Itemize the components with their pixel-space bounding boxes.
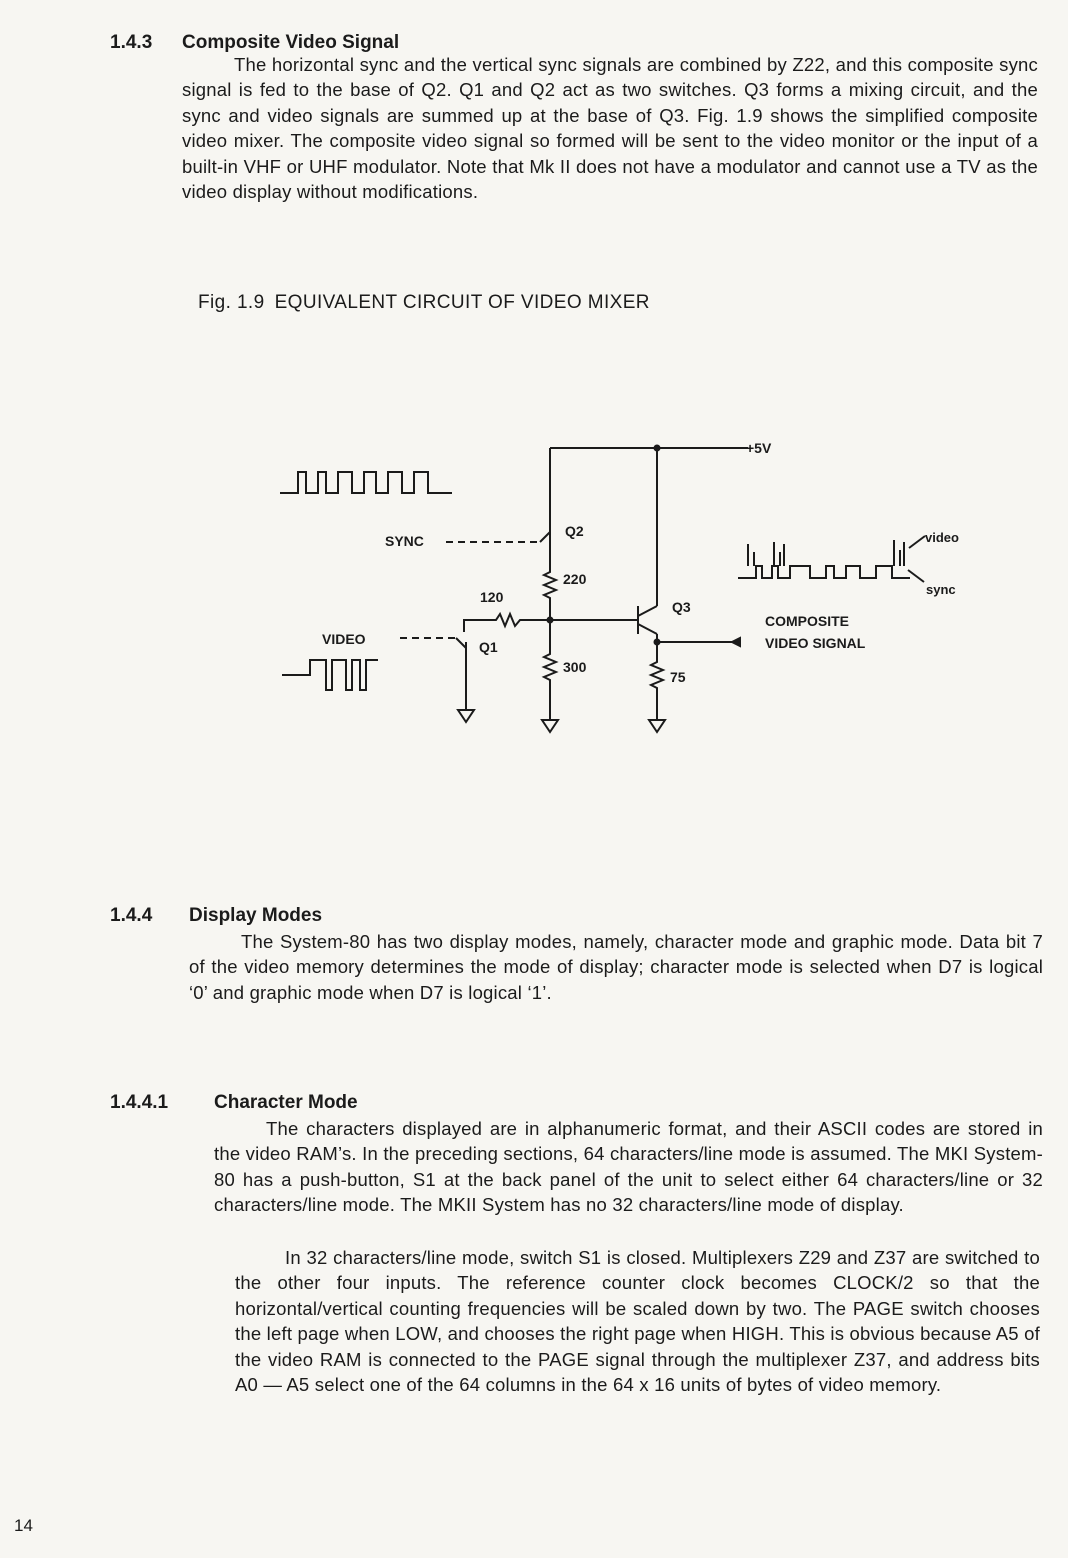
r300-label: 300	[563, 659, 587, 675]
section-number: 1.4.4	[110, 905, 153, 926]
q2-label: Q2	[565, 523, 584, 539]
video-input-label: VIDEO	[322, 631, 366, 647]
r220-label: 220	[563, 571, 587, 587]
q3-label: Q3	[672, 599, 691, 615]
q1-switch	[456, 638, 466, 710]
q3-transistor	[638, 606, 657, 634]
r75-label: 75	[670, 669, 686, 685]
section-body-paragraph-2: In 32 characters/line mode, switch S1 is closed. Multiplexers Z29 and Z37 are switched to the other four inputs. The reference counter clock becomes CLOCK/2 so that the horizontal/vertical counting frequencies will be scaled down by two. The PAGE switch chooses the left page when LOW, and chooses the right page when HIGH. This is obvious because A5 of the video RAM is connected to the PAGE signal through the multiplexer Z37, and address bits A0 — A5 select one of the 64 columns in the 64 x 16 units of bytes of video memory.	[235, 1247, 1040, 1396]
r300-resistor	[544, 620, 556, 720]
q2-switch	[540, 524, 550, 548]
section-body: The horizontal sync and the vertical sync signals are combined by Z22, and this composite sync signal is fed to the base of Q2. Q1 and Q2 act as two switches. Q3 forms a mixing circuit, and the sync and video signals are summed up at the base of Q3. Fig. 1.9 shows the simplified composite video mixer. The composite video signal so formed will be sent to the video monitor or the input of a built-in VHF or UHF modulator. Note that Mk II does not have a modulator and cannot use a TV as the video display without modifications.	[182, 54, 1038, 203]
section-heading-1-4-3	[110, 32, 399, 54]
section-heading-1-4-4-1	[110, 1092, 358, 1114]
video-mixer-circuit-diagram	[260, 420, 980, 740]
section-number: 1.4.3	[110, 32, 153, 53]
sync-input-label: SYNC	[385, 533, 424, 549]
figure-number: Fig. 1.9	[198, 292, 265, 313]
section-number: 1.4.4.1	[110, 1092, 169, 1113]
section-body-paragraph-1: The characters displayed are in alphanumeric format, and their ASCII codes are stored in the video RAM’s. In the preceding sections, 64 characters/line mode is assumed. The MKI System-80 has a push-button, S1 at the back panel of the unit to select either 64 characters/line or 32 characters/line mode. The MKII System has no 32 characters/line mode of display.	[214, 1118, 1043, 1216]
section-body: The System-80 has two display modes, namely, character mode and graphic mode. Data bit 7 of the video memory determines the mode of display; character mode is selected when D7 is logical ‘0’ and graphic mode when D7 is logical ‘1’.	[189, 931, 1043, 1003]
figure-title: EQUIVALENT CIRCUIT OF VIDEO MIXER	[274, 292, 650, 313]
figure-caption	[198, 292, 650, 314]
wave-sync-label: sync	[926, 582, 956, 597]
section-title: Display Modes	[189, 905, 323, 926]
section-heading-1-4-4	[110, 905, 322, 927]
sync-waveform	[280, 472, 452, 493]
page-number: 14	[14, 1516, 33, 1535]
r220-resistor	[544, 548, 556, 620]
r75-resistor	[651, 642, 663, 720]
wave-video-label: video	[925, 530, 959, 545]
composite-waveform	[738, 566, 910, 578]
composite-label-line1: COMPOSITE	[765, 613, 850, 629]
section-title: Character Mode	[214, 1092, 358, 1113]
supply-label: +5V	[746, 440, 772, 456]
section-title: Composite Video Signal	[182, 32, 400, 53]
video-waveform	[282, 660, 378, 690]
q1-label: Q1	[479, 639, 498, 655]
r120-label: 120	[480, 589, 504, 605]
r120-resistor	[464, 614, 550, 632]
composite-label-line2: VIDEO SIGNAL	[765, 635, 866, 651]
